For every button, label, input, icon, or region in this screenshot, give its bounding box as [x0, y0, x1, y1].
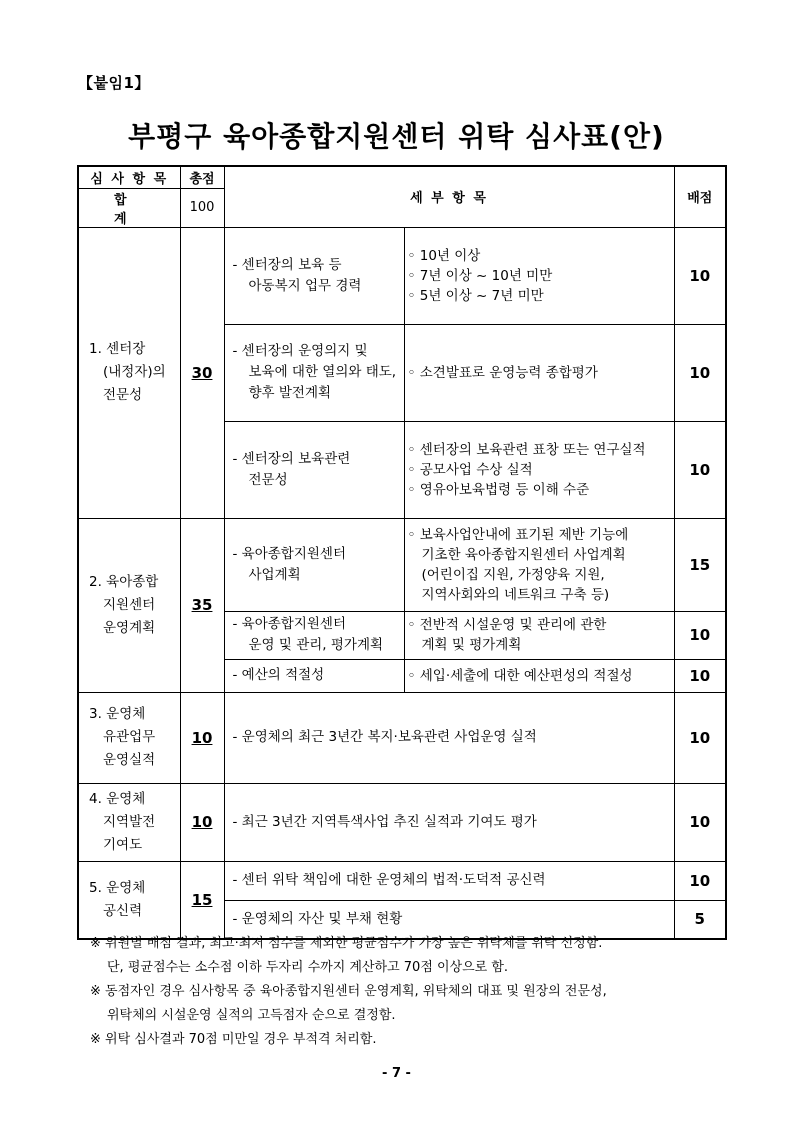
detail-1-2-line1: ◦ 소견발표로 운영능력 종합평가: [407, 364, 598, 381]
category-4-score: 10: [180, 783, 224, 861]
item-1-1-line2: 아동복지 업무 경력: [248, 277, 362, 294]
category-3: [78, 692, 180, 783]
points-5-1: 10: [674, 861, 726, 900]
note-1-line2: 단, 평균점수는 소수점 이하 두자리 수까지 계산하고 70점 이상으로 함.: [107, 960, 509, 975]
detail-2-2-line1: ◦ 전반적 시설운영 및 관리에 관한: [407, 617, 607, 633]
notes: [90, 932, 730, 1052]
item-2-3-line1: - 예산의 적절성: [232, 667, 325, 683]
points-2-1: 15: [674, 518, 726, 611]
note-3: ※ 위탁 심사결과 70점 미만일 경우 부적격 처리함.: [90, 1032, 377, 1047]
category-3-line3: 운영실적: [103, 752, 156, 768]
points-4: 10: [674, 783, 726, 861]
detail-1-1: [404, 227, 674, 324]
category-3-score: 10: [180, 692, 224, 783]
detail-1-1-line2: ◦ 7년 이상 ~ 10년 미만: [407, 267, 553, 284]
table-row: [78, 692, 726, 783]
category-4: [78, 783, 180, 861]
category-5-line2: 공신력: [103, 902, 143, 919]
table-row: [78, 518, 726, 611]
note-2-line1: ※ 동점자인 경우 심사항목 중 육아종합지원센터 운영계획, 위탁체의 대표 및 원장의 전문성,: [90, 984, 607, 999]
category-5-line1: 5. 운영체: [89, 879, 146, 896]
item-2-1: [224, 518, 404, 611]
note-1-line1: ※ 위원별 배점 결과, 최고·최저 점수를 제외한 평균점수가 가장 높은 위탁체를 위탁 선정함.: [90, 936, 603, 951]
table-row: [78, 783, 726, 861]
item-2-1-line2: 사업계획: [248, 566, 301, 583]
category-4-line3: 기여도: [103, 836, 143, 853]
category-1-line2: (내정자)의: [103, 364, 166, 380]
note-2-line2: 위탁체의 시설운영 실적의 고득점자 순으로 결정함.: [107, 1008, 396, 1023]
detail-2-1-line4: 지역사회와의 네트워크 구축 등): [421, 586, 610, 603]
item-4: - 최근 3년간 지역특색사업 추진 실적과 기여도 평가: [224, 783, 674, 861]
category-1-line3: 전문성: [103, 387, 143, 403]
category-5-score: 15: [180, 861, 224, 939]
points-1-3: 10: [674, 421, 726, 518]
sum-value: 100: [180, 188, 224, 227]
detail-2-1-line1: ◦ 보육사업안내에 표기된 제반 기능에: [407, 526, 629, 543]
category-1: [78, 227, 180, 518]
detail-1-1-line3: ◦ 5년 이상 ~ 7년 미만: [407, 287, 544, 304]
category-1-line1: 1. 센터장: [89, 341, 146, 357]
table-row: [78, 861, 726, 900]
points-1-2: 10: [674, 324, 726, 421]
category-2-line1: 2. 육아종합: [89, 573, 159, 590]
detail-1-2: [404, 324, 674, 421]
table-row: [78, 227, 726, 324]
category-5: [78, 861, 180, 939]
item-1-1-line1: - 센터장의 보육 등: [232, 256, 342, 273]
item-2-2-line1: - 육아종합지원센터: [232, 616, 346, 632]
category-2-score: 35: [180, 518, 224, 692]
item-3: - 운영체의 최근 3년간 복지·보육관련 사업운영 실적: [224, 692, 674, 783]
item-1-1: [224, 227, 404, 324]
points-2-2: 10: [674, 611, 726, 659]
category-4-line1: 4. 운영체: [89, 790, 146, 807]
category-2-line3: 운영계획: [103, 619, 156, 636]
detail-2-1-line3: (어린이집 지원, 가정양육 지원,: [421, 566, 605, 583]
header-total-label: 총점: [180, 166, 224, 188]
header-row: [78, 166, 726, 188]
item-1-2-line1: - 센터장의 운영의지 및: [232, 343, 368, 359]
item-2-3: [224, 659, 404, 692]
points-2-3: 10: [674, 659, 726, 692]
detail-2-2-line2: 계획 및 평가계획: [421, 637, 522, 653]
document-title: 부평구 육아종합지원센터 위탁 심사표(안): [128, 120, 665, 153]
sum-label: 합 계: [78, 188, 180, 227]
item-2-1-line1: - 육아종합지원센터: [232, 545, 346, 562]
item-2-2-line2: 운영 및 관리, 평가계획: [248, 637, 384, 653]
category-3-line2: 유관업무: [103, 729, 156, 745]
category-4-line2: 지역발전: [103, 813, 156, 830]
header-category: 심 사 항 목: [78, 166, 180, 188]
item-1-3-line1: - 센터장의 보육관련: [232, 450, 351, 467]
category-1-score: 30: [180, 227, 224, 518]
item-1-2: [224, 324, 404, 421]
detail-2-3: [404, 659, 674, 692]
detail-1-3-line1: ◦ 센터장의 보육관련 표창 또는 연구실적: [407, 441, 646, 458]
detail-1-3: [404, 421, 674, 518]
detail-1-3-line2: ◦ 공모사업 수상 실적: [407, 461, 533, 478]
detail-1-3-line3: ◦ 영유아보육법령 등 이해 수준: [407, 481, 590, 498]
detail-2-1-line2: 기초한 육아종합지원센터 사업계획: [421, 546, 626, 563]
item-2-2: [224, 611, 404, 659]
header-detail: 세 부 항 목: [224, 166, 674, 227]
category-3-line1: 3. 운영체: [89, 706, 146, 722]
detail-1-1-line1: ◦ 10년 이상: [407, 247, 481, 264]
category-2-line2: 지원센터: [103, 596, 156, 613]
category-2: [78, 518, 180, 692]
item-1-2-line3: 향후 발전계획: [248, 385, 332, 401]
item-1-3-line2: 전문성: [248, 471, 288, 488]
points-5-2: 5: [674, 900, 726, 939]
points-3: 10: [674, 692, 726, 783]
page-number: - 7 -: [382, 1066, 411, 1081]
item-1-2-line2: 보육에 대한 열의와 태도,: [248, 364, 397, 380]
points-1-1: 10: [674, 227, 726, 324]
detail-2-1: [404, 518, 674, 611]
evaluation-table: [77, 165, 727, 940]
detail-2-3-line1: ◦ 세입·세출에 대한 예산편성의 적절성: [407, 667, 633, 684]
attachment-label: 【붙임1】: [78, 74, 150, 92]
detail-2-2: [404, 611, 674, 659]
item-1-3: [224, 421, 404, 518]
item-5-2: - 운영체의 자산 및 부채 현황: [224, 900, 674, 939]
header-points: 배점: [674, 166, 726, 227]
item-5-1: - 센터 위탁 책임에 대한 운영체의 법적·도덕적 공신력: [224, 861, 674, 900]
